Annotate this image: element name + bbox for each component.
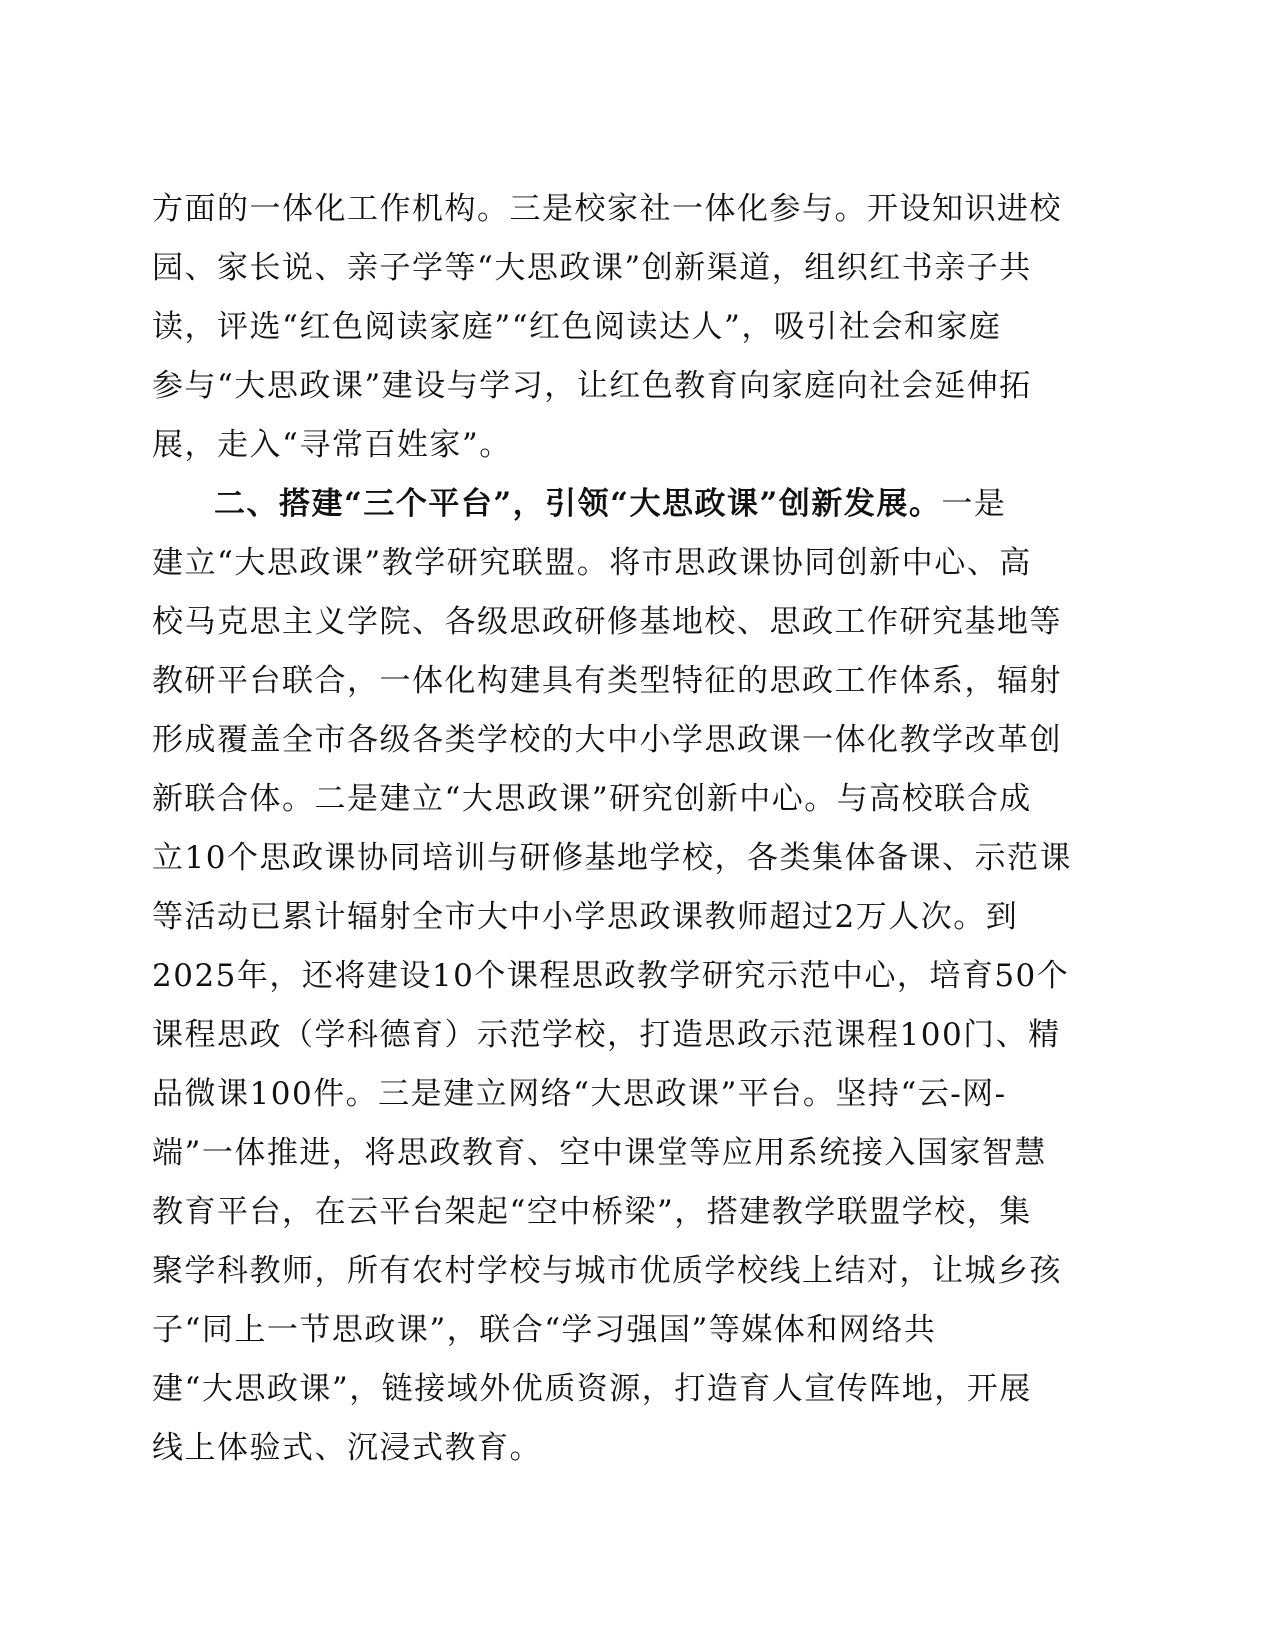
text-line-9: 教研平台联合，一体化构建具有类型特征的思政工作体系，辐射 bbox=[152, 663, 1062, 699]
text-line-22: 线上体验式、沉浸式教育。 bbox=[152, 1430, 542, 1466]
section-heading-continuation: 一是 bbox=[941, 486, 1007, 522]
text-line-15: 课程思政（学科德育）示范学校，打造思政示范课程100门、精 bbox=[152, 1017, 1061, 1053]
text-line-10: 形成覆盖全市各级各类学校的大中小学思政课一体化教学改革创 bbox=[152, 722, 1062, 758]
text-line-16: 品微课100件。三是建立网络“大思政课”平台。坚持“云-网- bbox=[152, 1076, 1007, 1112]
text-line-13: 等活动已累计辐射全市大中小学思政课教师超过2万人次。到 bbox=[152, 899, 1019, 935]
text-line-12: 立10个思政课协同培训与研修基地学校，各类集体备课、示范课 bbox=[152, 840, 1072, 876]
text-line-18: 教育平台，在云平台架起“空中桥梁”，搭建教学联盟学校，集 bbox=[152, 1194, 1032, 1230]
text-line-2: 园、家长说、亲子学等“大思政课”创新渠道，组织红书亲子共 bbox=[152, 250, 1032, 286]
text-line-8: 校马克思主义学院、各级思政研修基地校、思政工作研究基地等 bbox=[152, 604, 1062, 640]
body-text bbox=[152, 180, 1082, 1478]
section-heading-line bbox=[152, 475, 1082, 534]
text-line-11: 新联合体。二是建立“大思政课”研究创新中心。与高校联合成 bbox=[152, 781, 1032, 817]
text-line-17: 端”一体推进，将思政教育、空中课堂等应用系统接入国家智慧 bbox=[152, 1135, 1047, 1171]
text-line-7: 建立“大思政课”教学研究联盟。将市思政课协同创新中心、高 bbox=[152, 545, 1032, 581]
section-heading: 二、搭建“三个平台”，引领“大思政课”创新发展。 bbox=[214, 486, 942, 522]
text-line-21: 建“大思政课”，链接域外优质资源，打造育人宣传阵地，开展 bbox=[152, 1371, 1032, 1407]
text-line-19: 聚学科教师，所有农村学校与城市优质学校线上结对，让城乡孩 bbox=[152, 1253, 1062, 1289]
text-line-1: 方面的一体化工作机构。三是校家社一体化参与。开设知识进校 bbox=[152, 191, 1062, 227]
text-line-4: 参与“大思政课”建设与学习，让红色教育向家庭向社会延伸拓 bbox=[152, 368, 1032, 404]
text-line-3: 读，评选“红色阅读家庭”“红色阅读达人”，吸引社会和家庭 bbox=[152, 309, 1002, 345]
text-line-5: 展，走入“寻常百姓家”。 bbox=[152, 427, 512, 463]
text-line-20: 子“同上一节思政课”，联合“学习强国”等媒体和网络共 bbox=[152, 1312, 937, 1348]
text-line-14: 2025年，还将建设10个课程思政教学研究示范中心，培育50个 bbox=[152, 958, 1070, 994]
